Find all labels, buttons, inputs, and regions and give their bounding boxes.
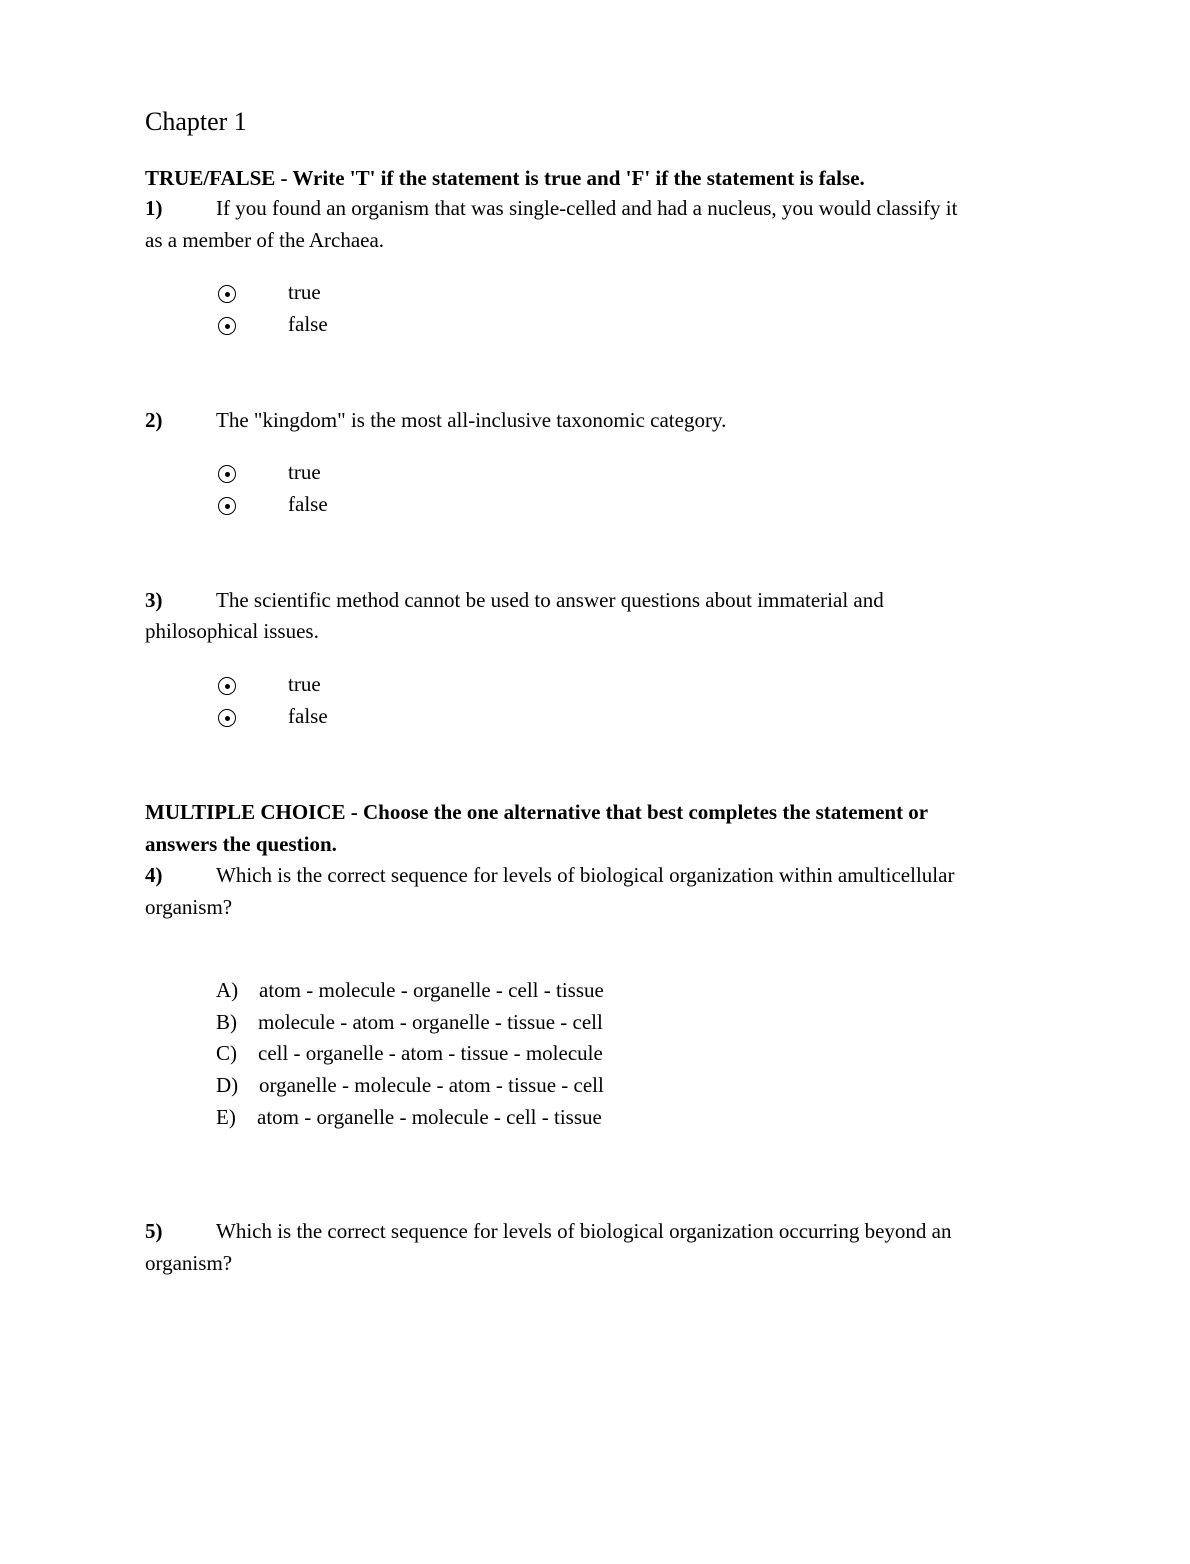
question-text-continued: as a member of the Archaea. (145, 228, 385, 252)
radio-false[interactable] (218, 497, 236, 515)
question-number: 1) (145, 196, 163, 220)
choice-letter: C) (216, 1041, 237, 1065)
radio-true[interactable] (218, 465, 236, 483)
choice-letter: B) (216, 1010, 237, 1034)
question-number: 4) (145, 863, 163, 887)
radio-true[interactable] (218, 285, 236, 303)
question-text: The "kingdom" is the most all-inclusive taxonomic category. (216, 408, 727, 432)
question-number: 3) (145, 588, 163, 612)
option-label: true (288, 672, 321, 696)
option-label: true (288, 280, 321, 304)
choice-text: molecule - atom - organelle - tissue - cell (258, 1010, 603, 1034)
question-text-continued: organism? (145, 895, 233, 919)
question-number: 5) (145, 1219, 163, 1243)
chapter-title: Chapter 1 (145, 107, 247, 136)
choice-letter: A) (216, 978, 239, 1002)
option-label: false (288, 312, 328, 336)
choice-letter: D) (216, 1073, 239, 1097)
heading-line: answers the question. (145, 832, 337, 856)
option-label: false (288, 704, 328, 728)
question-text: Which is the correct sequence for levels of biological organization within amulticellular (216, 863, 955, 887)
true-false-heading: TRUE/FALSE - Write 'T' if the statement is true and 'F' if the statement is false. (145, 166, 865, 190)
heading-line: MULTIPLE CHOICE - Choose the one alternative that best completes the statement or (145, 800, 929, 824)
question-text-continued: organism? (145, 1251, 233, 1275)
choice-text: atom - organelle - molecule - cell - tissue (257, 1105, 602, 1129)
question-text-continued: philosophical issues. (145, 619, 319, 643)
radio-false[interactable] (218, 317, 236, 335)
question-text: If you found an organism that was single-celled and had a nucleus, you would classify it (216, 196, 958, 220)
radio-true[interactable] (218, 677, 236, 695)
question-number: 2) (145, 408, 163, 432)
question-text: Which is the correct sequence for levels of biological organization occurring beyond an (216, 1219, 952, 1243)
multiple-choice-heading (145, 796, 1075, 860)
radio-false[interactable] (218, 709, 236, 727)
option-label: true (288, 460, 321, 484)
choice-text: cell - organelle - atom - tissue - molecule (258, 1041, 603, 1065)
question-text: The scientific method cannot be used to answer questions about immaterial and (216, 588, 884, 612)
choice-text: atom - molecule - organelle - cell - tissue (259, 978, 604, 1002)
choice-text: organelle - molecule - atom - tissue - cell (259, 1073, 604, 1097)
choice-letter: E) (216, 1105, 236, 1129)
option-label: false (288, 492, 328, 516)
